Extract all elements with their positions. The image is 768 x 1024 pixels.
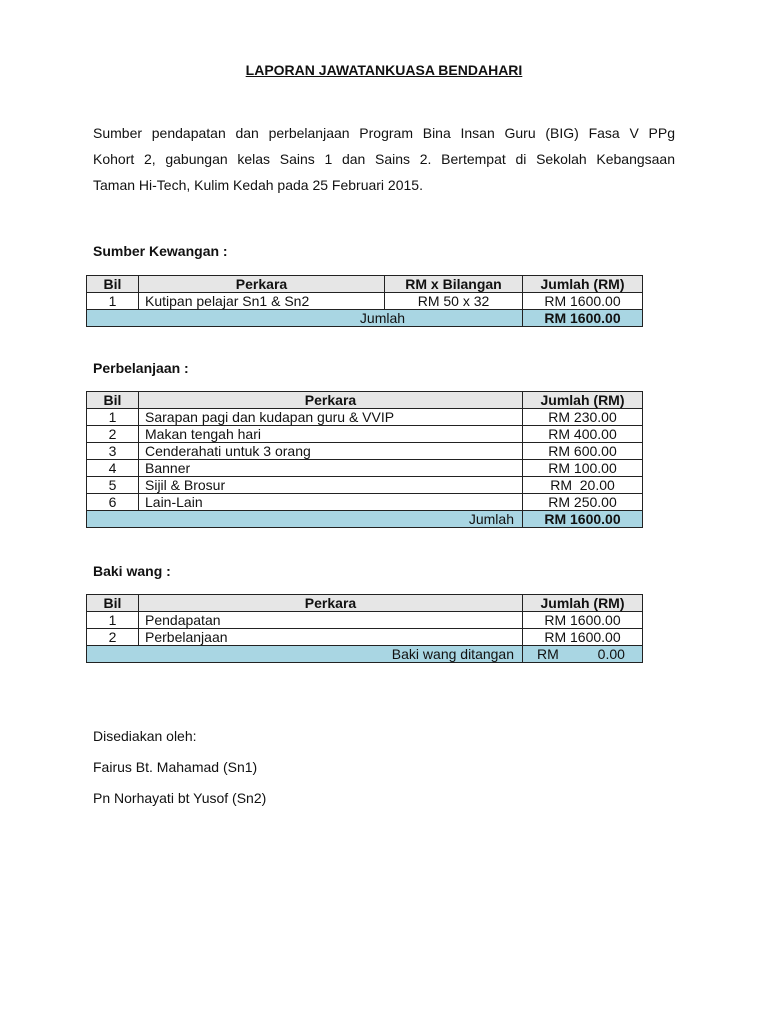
intro-line: Kohort 2, gabungan kelas Sains 1 dan Sains 2. Bertempat di Sekolah Kebangsaan xyxy=(93,151,675,167)
table-row xyxy=(87,293,643,310)
table-row xyxy=(87,426,643,443)
intro-paragraph xyxy=(93,120,675,198)
total-row xyxy=(87,646,643,663)
cell-jumlah: RM 100.00 xyxy=(523,460,643,477)
intro-line: Taman Hi-Tech, Kulim Kedah pada 25 Februari 2015. xyxy=(93,177,423,193)
table-row xyxy=(87,443,643,460)
cell-bil: 4 xyxy=(87,460,139,477)
cell-bil: 1 xyxy=(87,612,139,629)
cell-bil: 3 xyxy=(87,443,139,460)
cell-bil: 2 xyxy=(87,426,139,443)
cell-perkara: Lain-Lain xyxy=(139,494,523,511)
total-value: RM 1600.00 xyxy=(523,511,643,528)
cell-bil: 5 xyxy=(87,477,139,494)
header-perkara: Perkara xyxy=(139,392,523,409)
total-row xyxy=(87,310,643,327)
table-row xyxy=(87,409,643,426)
cell-jumlah: RM 1600.00 xyxy=(523,629,643,646)
cell-perkara: Perbelanjaan xyxy=(139,629,523,646)
header-jumlah: Jumlah (RM) xyxy=(523,276,643,293)
header-jumlah: Jumlah (RM) xyxy=(523,595,643,612)
preparer-name-2: Pn Norhayati bt Yusof (Sn2) xyxy=(93,790,267,806)
total-value: RM 1600.00 xyxy=(523,310,643,327)
header-perkara: Perkara xyxy=(139,276,385,293)
cell-bil: 1 xyxy=(87,409,139,426)
header-bil: Bil xyxy=(87,276,139,293)
cell-jumlah: RM 20.00 xyxy=(523,477,643,494)
table-header-row xyxy=(87,392,643,409)
sumber-heading: Sumber Kewangan : xyxy=(93,243,228,259)
table-header-row xyxy=(87,595,643,612)
perbelanjaan-table xyxy=(86,391,643,528)
cell-jumlah: RM 1600.00 xyxy=(523,293,643,310)
table-row xyxy=(87,477,643,494)
cell-bil: 6 xyxy=(87,494,139,511)
total-row xyxy=(87,511,643,528)
cell-perkara: Makan tengah hari xyxy=(139,426,523,443)
header-rm-bilangan: RM x Bilangan xyxy=(385,276,523,293)
total-label: Jumlah xyxy=(87,511,523,528)
total-label: Baki wang ditangan xyxy=(87,646,523,663)
cell-jumlah: RM 1600.00 xyxy=(523,612,643,629)
baki-table xyxy=(86,594,643,663)
cell-perkara: Pendapatan xyxy=(139,612,523,629)
table-row xyxy=(87,629,643,646)
cell-rm-bilangan: RM 50 x 32 xyxy=(385,293,523,310)
table-row xyxy=(87,612,643,629)
header-bil: Bil xyxy=(87,595,139,612)
cell-bil: 1 xyxy=(87,293,139,310)
preparer-name-1: Fairus Bt. Mahamad (Sn1) xyxy=(93,759,258,775)
cell-perkara: Cenderahati untuk 3 orang xyxy=(139,443,523,460)
cell-jumlah: RM 400.00 xyxy=(523,426,643,443)
total-label: Jumlah xyxy=(87,310,523,327)
cell-perkara: Sijil & Brosur xyxy=(139,477,523,494)
cell-perkara: Kutipan pelajar Sn1 & Sn2 xyxy=(139,293,385,310)
prepared-by-label: Disediakan oleh: xyxy=(93,728,197,744)
total-value: RM 0.00 xyxy=(523,646,643,663)
cell-bil: 2 xyxy=(87,629,139,646)
page-title: LAPORAN JAWATANKUASA BENDAHARI xyxy=(245,62,523,78)
table-row xyxy=(87,494,643,511)
perbelanjaan-heading: Perbelanjaan : xyxy=(93,360,189,376)
header-bil: Bil xyxy=(87,392,139,409)
cell-jumlah: RM 250.00 xyxy=(523,494,643,511)
cell-perkara: Sarapan pagi dan kudapan guru & VVIP xyxy=(139,409,523,426)
sumber-table xyxy=(86,275,643,327)
table-row xyxy=(87,460,643,477)
header-perkara: Perkara xyxy=(139,595,523,612)
cell-jumlah: RM 230.00 xyxy=(523,409,643,426)
cell-jumlah: RM 600.00 xyxy=(523,443,643,460)
cell-perkara: Banner xyxy=(139,460,523,477)
baki-heading: Baki wang : xyxy=(93,563,171,579)
intro-line: Sumber pendapatan dan perbelanjaan Program Bina Insan Guru (BIG) Fasa V PPg xyxy=(93,125,675,141)
table-header-row xyxy=(87,276,643,293)
header-jumlah: Jumlah (RM) xyxy=(523,392,643,409)
